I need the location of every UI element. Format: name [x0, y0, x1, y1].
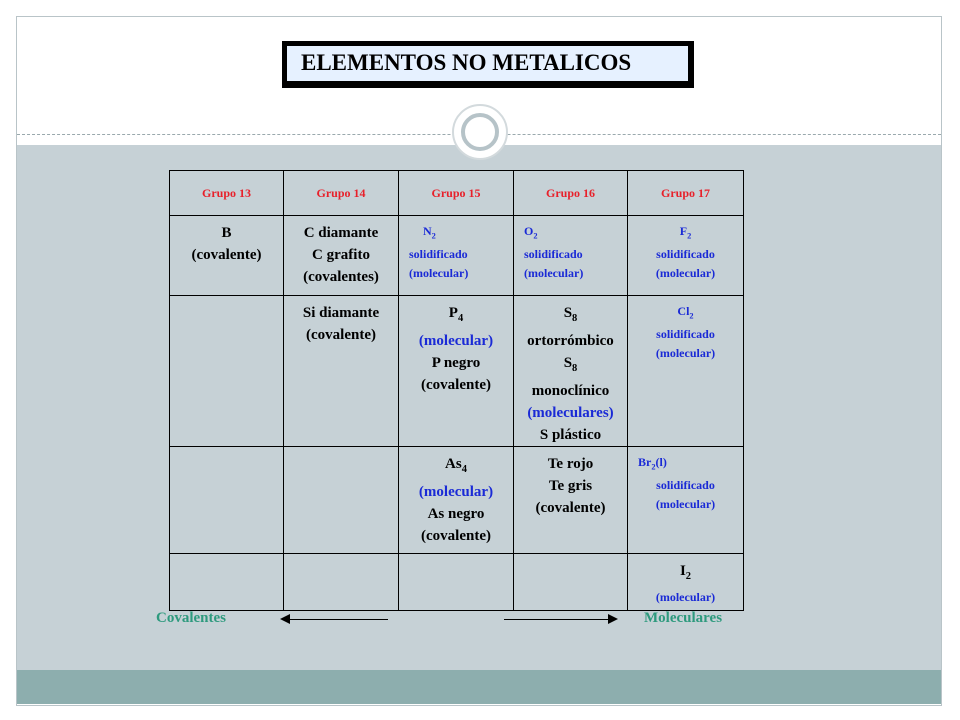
cell-empty [170, 554, 284, 611]
circle-ornament-icon [452, 104, 508, 160]
cell-chlorine: $Cl_2$ solidificado (molecular) [628, 296, 744, 447]
cell-oxygen: $O_2$ solidificado (molecular) [514, 216, 628, 296]
table-row [170, 216, 744, 296]
cell-tellurium: Te rojo Te gris (covalente) [514, 447, 628, 554]
left-arrow-icon [286, 619, 388, 620]
table-row [170, 447, 744, 554]
header-grupo-17: Grupo 17 [628, 171, 744, 216]
cell-nitrogen: $N_2$ solidificado (molecular) [399, 216, 514, 296]
cell-empty [170, 296, 284, 447]
cell-boron: B (covalente) [170, 216, 284, 296]
page-title: ELEMENTOS NO METALICOS [287, 46, 688, 81]
cell-empty [514, 554, 628, 611]
elements-table [169, 170, 744, 611]
header-grupo-14: Grupo 14 [284, 171, 399, 216]
cell-empty [284, 554, 399, 611]
table-row [170, 296, 744, 447]
covalentes-label: Covalentes [156, 610, 226, 626]
right-arrow-icon [504, 619, 612, 620]
cell-iodine: $I_2$ (molecular) [628, 554, 744, 611]
cell-phosphorus: $P_4$ (molecular) P negro (covalente) [399, 296, 514, 447]
cell-silicon: Si diamante (covalente) [284, 296, 399, 447]
table-header-row [170, 171, 744, 216]
slide-footer-band [17, 670, 941, 704]
cell-sulfur: $S_8$ ortorrómbico $S_8$ monoclínico (moleculares) S plástico [514, 296, 628, 447]
cell-fluorine: $F_2$ solidificado (molecular) [628, 216, 744, 296]
cell-empty [170, 447, 284, 554]
header-grupo-16: Grupo 16 [514, 171, 628, 216]
header-grupo-13: Grupo 13 [170, 171, 284, 216]
cell-empty [284, 447, 399, 554]
table-row [170, 554, 744, 611]
cell-empty [399, 554, 514, 611]
moleculares-label: Moleculares [644, 610, 723, 626]
header-grupo-15: Grupo 15 [399, 171, 514, 216]
cell-bromine: $Br_2(l)$ solidificado (molecular) [628, 447, 744, 554]
cell-carbon: C diamante C grafito (covalentes) [284, 216, 399, 296]
cell-arsenic: $As_4$ (molecular) As negro (covalente) [399, 447, 514, 554]
title-box [282, 41, 694, 88]
